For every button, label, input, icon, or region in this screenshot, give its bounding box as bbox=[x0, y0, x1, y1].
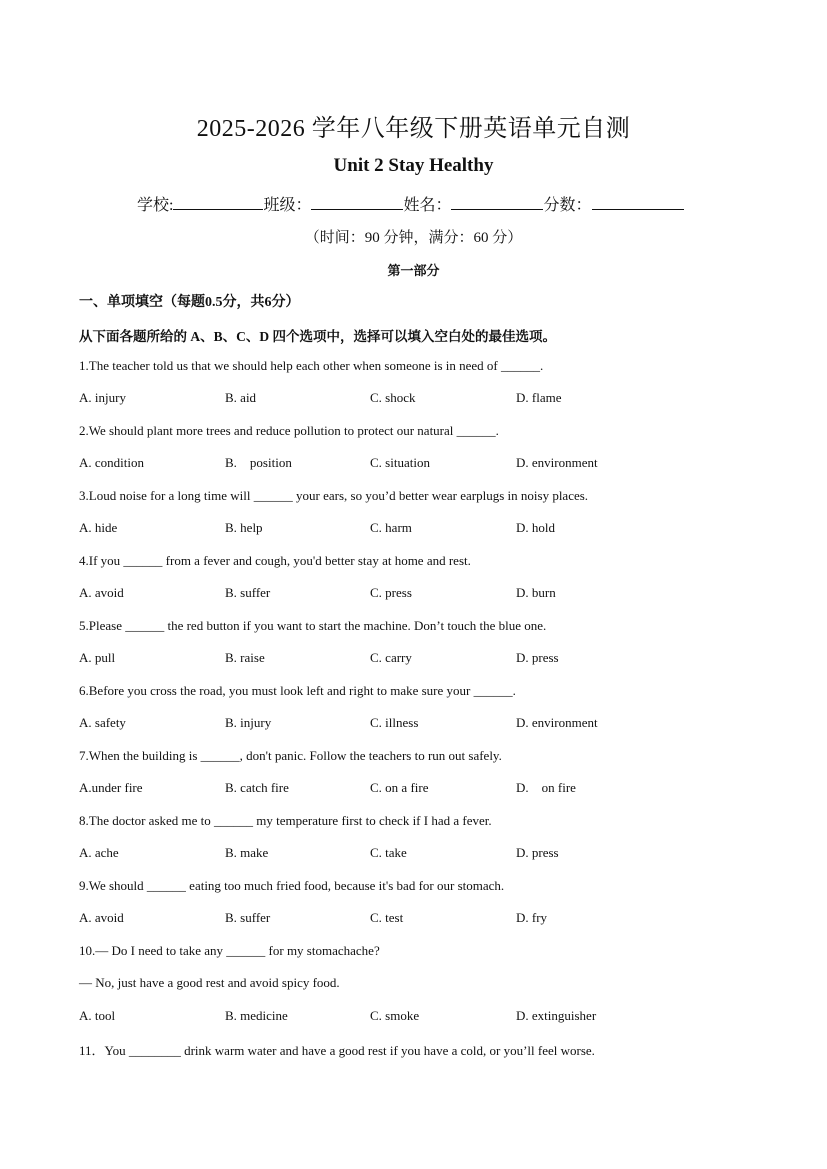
student-info-line bbox=[137, 192, 684, 215]
option-d[interactable]: D. extinguisher bbox=[516, 1008, 597, 1023]
option-a[interactable]: A. safety bbox=[79, 715, 126, 730]
option-b[interactable]: B. raise bbox=[225, 650, 265, 665]
option-a[interactable]: A. tool bbox=[79, 1008, 116, 1023]
options-row bbox=[79, 585, 779, 603]
section-instruction: 从下面各题所给的 A、B、C、D 四个选项中，选择可以填入空白处的最佳选项。 bbox=[79, 329, 557, 344]
score-label: 分数： bbox=[543, 197, 592, 214]
option-b[interactable]: B. position bbox=[225, 455, 292, 470]
question-stem: 10.— Do I need to take any ______ for my stomachache? bbox=[79, 943, 380, 958]
option-b[interactable]: B. medicine bbox=[225, 1008, 288, 1023]
options-row bbox=[79, 650, 779, 668]
section-title: 一、单项填空（每题0.5分，共6分） bbox=[79, 295, 300, 310]
unit-subtitle: Unit 2 Stay Healthy bbox=[333, 155, 494, 176]
options-row bbox=[79, 910, 779, 928]
options-row bbox=[79, 845, 779, 863]
option-c[interactable]: C. illness bbox=[370, 715, 419, 730]
option-b[interactable]: B. help bbox=[225, 520, 263, 535]
option-c[interactable]: C. smoke bbox=[370, 1008, 420, 1023]
option-a[interactable]: A. avoid bbox=[79, 910, 124, 925]
question-stem: 7.When the building is ______, don't panic. Follow the teachers to run out safely. bbox=[79, 748, 502, 763]
option-a[interactable]: A.under fire bbox=[79, 780, 143, 795]
name-blank[interactable] bbox=[451, 195, 543, 210]
class-blank[interactable] bbox=[311, 195, 403, 210]
option-b[interactable]: B. aid bbox=[225, 390, 257, 405]
option-d[interactable]: D. burn bbox=[516, 585, 556, 600]
option-c[interactable]: C. harm bbox=[370, 520, 412, 535]
option-a[interactable]: A. hide bbox=[79, 520, 118, 535]
question-stem: 8.The doctor asked me to ______ my temperature first to check if I had a fever. bbox=[79, 813, 492, 828]
option-a[interactable]: A. condition bbox=[79, 455, 144, 470]
option-d[interactable]: D. press bbox=[516, 845, 559, 860]
question-dialogue-reply: — No, just have a good rest and avoid spicy food. bbox=[79, 975, 340, 990]
option-a[interactable]: A. ache bbox=[79, 845, 119, 860]
option-c[interactable]: C. press bbox=[370, 585, 412, 600]
option-c[interactable]: C. shock bbox=[370, 390, 416, 405]
option-c[interactable]: C. take bbox=[370, 845, 407, 860]
school-label: 学校: bbox=[137, 197, 174, 214]
option-b[interactable]: B. catch fire bbox=[225, 780, 289, 795]
score-blank[interactable] bbox=[592, 195, 684, 210]
page-title: 2025-2026 学年八年级下册英语单元自测 bbox=[196, 116, 631, 142]
question-stem: 1.The teacher told us that we should help each other when someone is in need of ______. bbox=[79, 358, 544, 373]
option-b[interactable]: B. suffer bbox=[225, 585, 271, 600]
school-blank[interactable] bbox=[173, 195, 263, 210]
options-row bbox=[79, 520, 779, 538]
name-label: 姓名： bbox=[403, 197, 452, 214]
option-a[interactable]: A. pull bbox=[79, 650, 116, 665]
options-row bbox=[79, 1008, 779, 1026]
part-heading: 第一部分 bbox=[387, 263, 440, 278]
option-d[interactable]: D. on fire bbox=[516, 780, 576, 795]
question-stem: 3.Loud noise for a long time will ______ your ears, so you’d better wear earplugs in noisy places. bbox=[79, 488, 589, 503]
option-d[interactable]: D. environment bbox=[516, 715, 598, 730]
option-a[interactable]: A. injury bbox=[79, 390, 126, 405]
option-c[interactable]: C. test bbox=[370, 910, 404, 925]
question-stem: 9.We should ______ eating too much fried food, because it's bad for our stomach. bbox=[79, 878, 505, 893]
question-stem: 6.Before you cross the road, you must look left and right to make sure your ______. bbox=[79, 683, 516, 698]
options-row bbox=[79, 455, 779, 473]
question-stem: 5.Please ______ the red button if you want to start the machine. Don’t touch the blue one. bbox=[79, 618, 547, 633]
option-a[interactable]: A. avoid bbox=[79, 585, 124, 600]
option-d[interactable]: D. press bbox=[516, 650, 559, 665]
option-d[interactable]: D. hold bbox=[516, 520, 555, 535]
option-b[interactable]: B. make bbox=[225, 845, 269, 860]
question-stem: 2.We should plant more trees and reduce pollution to protect our natural ______. bbox=[79, 423, 499, 438]
option-c[interactable]: C. carry bbox=[370, 650, 412, 665]
option-d[interactable]: D. fry bbox=[516, 910, 548, 925]
option-d[interactable]: D. flame bbox=[516, 390, 562, 405]
option-d[interactable]: D. environment bbox=[516, 455, 598, 470]
question-stem: 11．You ________ drink warm water and have a good rest if you have a cold, or you’ll feel worse. bbox=[79, 1043, 595, 1058]
options-row bbox=[79, 780, 779, 798]
option-c[interactable]: C. on a fire bbox=[370, 780, 429, 795]
option-b[interactable]: B. injury bbox=[225, 715, 272, 730]
options-row bbox=[79, 390, 779, 408]
time-info: （时间：90 分钟，满分：60 分） bbox=[304, 230, 523, 246]
option-c[interactable]: C. situation bbox=[370, 455, 430, 470]
options-row bbox=[79, 715, 779, 733]
question-stem: 4.If you ______ from a fever and cough, you'd better stay at home and rest. bbox=[79, 553, 471, 568]
class-label: 班级： bbox=[263, 197, 312, 214]
option-b[interactable]: B. suffer bbox=[225, 910, 271, 925]
